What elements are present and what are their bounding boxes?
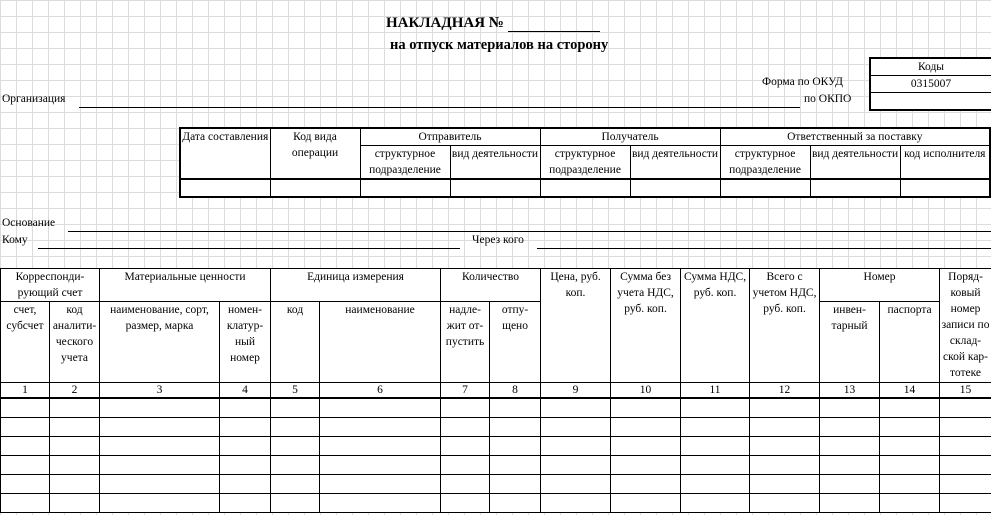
table-row (1, 418, 991, 437)
table-cell[interactable] (880, 437, 940, 456)
column-number: 5 (271, 383, 320, 399)
table-cell[interactable] (880, 494, 940, 513)
table-cell[interactable] (940, 475, 991, 494)
table-cell[interactable] (50, 494, 100, 513)
receiver-struct-unit-cell[interactable] (540, 179, 630, 197)
materials-table (0, 268, 991, 513)
column-number: 14 (880, 383, 940, 399)
table-cell[interactable] (541, 398, 611, 418)
table-cell[interactable] (220, 418, 271, 437)
table-cell[interactable] (681, 437, 750, 456)
responsible-header: Ответственный за поставку (720, 128, 990, 146)
table-cell[interactable] (441, 398, 490, 418)
receiver-struct-unit-header: структурное подразделение (540, 146, 630, 180)
table-cell[interactable] (880, 475, 940, 494)
table-cell[interactable] (1, 398, 50, 418)
table-cell[interactable] (940, 494, 991, 513)
okpo-label: по ОКПО (804, 93, 852, 105)
table-cell[interactable] (541, 475, 611, 494)
table-cell[interactable] (611, 494, 681, 513)
table-cell[interactable] (820, 418, 880, 437)
table-cell[interactable] (220, 398, 271, 418)
table-cell[interactable] (541, 494, 611, 513)
table-cell[interactable] (441, 475, 490, 494)
okud-value-cell[interactable]: 0315007 (871, 76, 991, 93)
table-cell[interactable] (681, 398, 750, 418)
table-cell[interactable] (681, 418, 750, 437)
column-number: 10 (611, 383, 681, 399)
quantity-header: Количество (441, 269, 541, 302)
table-cell[interactable] (50, 456, 100, 475)
table-cell[interactable] (220, 437, 271, 456)
document-subtitle: на отпуск материалов на сторону (390, 37, 609, 53)
table-cell[interactable] (1, 418, 50, 437)
basis-label: Основание (2, 217, 56, 229)
date-cell[interactable] (180, 179, 270, 197)
table-cell[interactable] (541, 437, 611, 456)
table-cell[interactable] (490, 456, 541, 475)
table-cell[interactable] (490, 437, 541, 456)
column-number: 8 (490, 383, 541, 399)
inventory-header: инвен-тарный (820, 302, 880, 383)
date-header: Дата составления (180, 128, 270, 179)
name-grade-header: наименование, сорт, размер, марка (100, 302, 220, 383)
table-row (1, 456, 991, 475)
qty-to-release-header: надле-жит от-пустить (441, 302, 490, 383)
document-title (386, 15, 600, 32)
table-cell[interactable] (50, 437, 100, 456)
table-cell[interactable] (681, 494, 750, 513)
table-cell[interactable] (820, 437, 880, 456)
organization-label: Организация (2, 93, 66, 105)
table-cell[interactable] (271, 437, 320, 456)
table-cell[interactable] (100, 494, 220, 513)
via-label: Через кого (472, 234, 524, 246)
price-header: Цена, руб. коп. (541, 269, 611, 383)
sum-no-vat-header: Сумма без учета НДС, руб. коп. (611, 269, 681, 383)
table-cell[interactable] (820, 494, 880, 513)
table-cell[interactable] (940, 398, 991, 418)
table-cell[interactable] (750, 475, 820, 494)
executor-code-header: код исполнителя (900, 146, 990, 180)
table-cell[interactable] (880, 398, 940, 418)
unit-name-header: наименование (320, 302, 441, 383)
document-title-text: НАКЛАДНАЯ № (386, 15, 504, 31)
responsible-activity-header: вид деятельности (810, 146, 900, 180)
header-table (179, 127, 991, 198)
table-cell[interactable] (50, 475, 100, 494)
table-cell[interactable] (100, 418, 220, 437)
column-number: 11 (681, 383, 750, 399)
table-row (1, 437, 991, 456)
table-cell[interactable] (940, 456, 991, 475)
column-number: 1 (1, 383, 50, 399)
table-cell[interactable] (750, 456, 820, 475)
receiver-activity-header: вид деятельности (630, 146, 720, 180)
table-cell[interactable] (441, 456, 490, 475)
table-cell[interactable] (100, 398, 220, 418)
table-cell[interactable] (271, 475, 320, 494)
table-row (1, 475, 991, 494)
vat-sum-header: Сумма НДС, руб. коп. (681, 269, 750, 383)
table-cell[interactable] (320, 475, 441, 494)
table-cell[interactable] (1, 456, 50, 475)
table-cell[interactable] (320, 418, 441, 437)
table-cell[interactable] (271, 398, 320, 418)
table-cell[interactable] (271, 494, 320, 513)
op-code-header: Код вида операции (270, 128, 360, 179)
table-cell[interactable] (490, 398, 541, 418)
table-cell[interactable] (820, 398, 880, 418)
table-cell[interactable] (681, 456, 750, 475)
organization-field[interactable] (79, 107, 800, 108)
receiver-header: Получатель (540, 128, 720, 146)
table-cell[interactable] (880, 418, 940, 437)
table-cell[interactable] (320, 437, 441, 456)
responsible-struct-unit-cell[interactable] (720, 179, 810, 197)
total-vat-header: Всего с учетом НДС, руб. коп. (750, 269, 820, 383)
table-cell[interactable] (271, 418, 320, 437)
account-sub-header: счет, субсчет (1, 302, 50, 383)
table-cell[interactable] (441, 437, 490, 456)
table-cell[interactable] (820, 456, 880, 475)
to-whom-label: Кому (2, 234, 28, 246)
table-cell[interactable] (100, 475, 220, 494)
sender-struct-unit-header: структурное подразделение (360, 146, 450, 180)
column-number: 12 (750, 383, 820, 399)
column-number: 13 (820, 383, 880, 399)
column-number: 6 (320, 383, 441, 399)
table-cell[interactable] (611, 398, 681, 418)
serial-record-header: Поряд-ковый номер записи по склад-ской кар-тотеке (940, 269, 991, 383)
table-row (1, 398, 991, 418)
table-cell[interactable] (50, 418, 100, 437)
table-cell[interactable] (271, 456, 320, 475)
table-cell[interactable] (50, 398, 100, 418)
item-number-header: номен-клатур-ный номер (220, 302, 271, 383)
table-cell[interactable] (320, 456, 441, 475)
table-cell[interactable] (611, 418, 681, 437)
table-cell[interactable] (441, 494, 490, 513)
to-whom-field[interactable] (38, 248, 460, 249)
table-cell[interactable] (541, 456, 611, 475)
qty-released-header: отпу-щено (490, 302, 541, 383)
column-number: 15 (940, 383, 991, 399)
table-cell[interactable] (220, 456, 271, 475)
table-cell[interactable] (820, 475, 880, 494)
op-code-cell[interactable] (270, 179, 360, 197)
okud-label: Форма по ОКУД (762, 76, 843, 88)
sender-activity-cell[interactable] (450, 179, 540, 197)
table-cell[interactable] (490, 494, 541, 513)
table-cell[interactable] (100, 437, 220, 456)
responsible-struct-unit-header: структурное подразделение (720, 146, 810, 180)
table-cell[interactable] (541, 418, 611, 437)
via-field[interactable] (537, 248, 991, 249)
table-cell[interactable] (1, 475, 50, 494)
table-cell[interactable] (681, 475, 750, 494)
basis-field[interactable] (68, 231, 991, 232)
table-cell[interactable] (611, 437, 681, 456)
column-number: 3 (100, 383, 220, 399)
table-cell[interactable] (750, 398, 820, 418)
passport-header: паспорта (880, 302, 940, 383)
table-cell[interactable] (611, 456, 681, 475)
codes-box (869, 57, 991, 111)
responsible-activity-cell[interactable] (810, 179, 900, 197)
sender-header: Отправитель (360, 128, 540, 146)
unit-header: Единица измерения (271, 269, 441, 302)
column-number: 2 (50, 383, 100, 399)
sender-activity-header: вид деятельности (450, 146, 540, 180)
number-header: Номер (820, 269, 940, 302)
analytic-code-header: код аналити-ческого учета (50, 302, 100, 383)
table-cell[interactable] (220, 494, 271, 513)
codes-label: Коды (871, 59, 991, 76)
table-cell[interactable] (1, 437, 50, 456)
table-cell[interactable] (320, 398, 441, 418)
okpo-value-cell[interactable] (871, 93, 991, 109)
sender-struct-unit-cell[interactable] (360, 179, 450, 197)
table-cell[interactable] (100, 456, 220, 475)
table-cell[interactable] (320, 494, 441, 513)
material-values-header: Материальные ценности (100, 269, 271, 302)
column-number: 9 (541, 383, 611, 399)
table-cell[interactable] (490, 475, 541, 494)
table-cell[interactable] (750, 494, 820, 513)
table-cell[interactable] (490, 418, 541, 437)
receiver-activity-cell[interactable] (630, 179, 720, 197)
table-cell[interactable] (940, 437, 991, 456)
table-cell[interactable] (750, 418, 820, 437)
table-cell[interactable] (940, 418, 991, 437)
table-cell[interactable] (1, 494, 50, 513)
column-number: 4 (220, 383, 271, 399)
table-cell[interactable] (750, 437, 820, 456)
executor-code-cell[interactable] (900, 179, 990, 197)
table-cell[interactable] (220, 475, 271, 494)
invoice-number-field[interactable] (508, 16, 600, 32)
table-cell[interactable] (880, 456, 940, 475)
table-row (1, 494, 991, 513)
corr-account-header: Корреспонди-рующий счет (1, 269, 100, 302)
table-cell[interactable] (441, 418, 490, 437)
column-number: 7 (441, 383, 490, 399)
unit-code-header: код (271, 302, 320, 383)
table-cell[interactable] (611, 475, 681, 494)
